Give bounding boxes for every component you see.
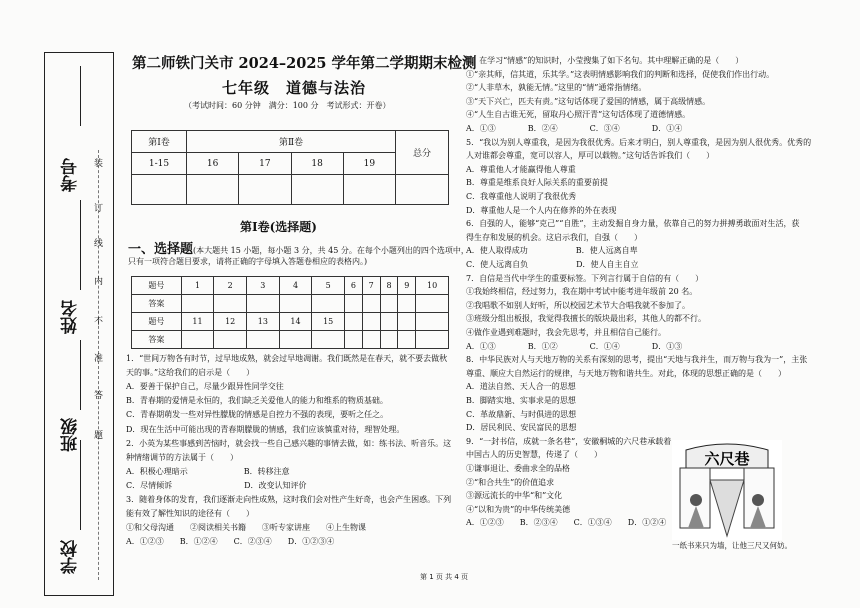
- question-line: A．积极心理暗示 B．转移注意: [126, 466, 290, 476]
- answer-header: 题号: [132, 277, 182, 295]
- answer-cell[interactable]: [247, 295, 280, 313]
- question-line: ③班级分组出板报，我觉得我擅长的版块最出彩，其他人的都不行。: [466, 314, 706, 324]
- question-line: D．居民利民、安民富民的思想: [466, 423, 577, 433]
- class-line: [80, 340, 81, 410]
- question-line: B．脚踏实地、实事求是的思想: [466, 396, 576, 405]
- question-line: ④“以和为贵”的中华传统美德: [466, 504, 571, 514]
- score-blank[interactable]: [132, 175, 187, 205]
- section-heading: 第Ⅰ卷(选择题): [240, 220, 317, 234]
- answer-cell[interactable]: [279, 331, 312, 349]
- picture-caption: 一纸书来只为墙，让他三尺又何妨。: [672, 541, 792, 550]
- exam-info: （考试时间：60 分钟 满分：100 分 考试形式：开卷）: [184, 101, 391, 110]
- answer-num: 4: [279, 277, 312, 295]
- question-line: 尊重、顺应大自然运行的规律，与天地万物和谐共生。对此，体现的思想正确的是（ ）: [466, 368, 786, 378]
- question-line: 能有效了解性知识的途径有（ ）: [126, 509, 254, 519]
- question-line: ②“和合共生”的价值追求: [466, 477, 555, 487]
- class-label: 班级: [61, 418, 81, 452]
- answer-cell[interactable]: [362, 295, 380, 313]
- question-line: D．尊重他人是一个人内在修养的外在表现: [466, 205, 617, 215]
- question-line: 种情绪调节的方法属于（ ）: [126, 452, 238, 462]
- question-line: 9．“一封书信，成就一条名巷”，安徽桐城的六尺巷承载着: [466, 436, 672, 446]
- score-cell: 19: [343, 153, 395, 175]
- answer-num: 8: [380, 277, 398, 295]
- seal-char: 不: [94, 317, 104, 327]
- question-line: 2．小英为某些事感到苦恼时，就会找一些自己感兴趣的事情去做，如：练书法、听音乐。这: [126, 438, 452, 448]
- answer-cell[interactable]: [416, 295, 449, 313]
- question-line: ②“人非草木，孰能无情。”这里的“情”通常指情绪。: [466, 83, 647, 93]
- question-line: ①我始终相信，经过努力，我在期中考试中能考进年级前 20 名。: [466, 287, 698, 297]
- section-desc: [128, 238, 469, 257]
- answer-cell[interactable]: [312, 331, 345, 349]
- question-line: ③源远流长的中华“和”文化: [466, 491, 563, 501]
- score-blank[interactable]: [291, 175, 343, 205]
- answer-num: 14: [279, 313, 312, 331]
- question-line: B．尊重是维系良好人际关系的重要前提: [466, 178, 608, 188]
- answer-cell[interactable]: [380, 295, 398, 313]
- answer-cell[interactable]: [214, 295, 247, 313]
- question-line: C．使人远离自负 D．使人自主自立: [466, 260, 639, 269]
- question-line: 3．随着身体的发育，我们逐渐走向性成熟，这时我们会对性产生好奇，也会产生困惑。下列: [126, 495, 452, 504]
- question-line: A．①②③ B．②③④ C．①③④ D．①②④: [466, 518, 667, 528]
- exam-number-label: 考号: [61, 158, 81, 192]
- question-line: B．青春期的爱情是永恒的，我们缺乏关爱他人的能力和维系的物质基础。: [126, 396, 388, 406]
- score-header-part2: 第Ⅱ卷: [187, 131, 396, 153]
- page-footer: 第 1 页 共 4 页: [420, 573, 469, 581]
- answer-empty: [398, 331, 416, 349]
- question-line: A．要善于保护自己，尽量少跟异性同学交往: [126, 382, 284, 392]
- answer-cell[interactable]: [214, 331, 247, 349]
- question-line: 8．中华民族对人与天地万物的关系有深刻的思考，提出“天地与我并生，而万物与我为一”，主张: [466, 355, 808, 365]
- question-line: A．使人取得成功 B．使人远离自卑: [466, 246, 638, 256]
- answer-cell[interactable]: [312, 295, 345, 313]
- binding-line: [80, 66, 81, 126]
- score-blank[interactable]: [343, 175, 395, 205]
- section-desc-line2: 只有一项符合题目要求，请将正确的字母填入答题卷相应的表格内。): [128, 257, 368, 266]
- answer-table: [131, 276, 449, 349]
- answer-cell[interactable]: [345, 295, 363, 313]
- answer-empty: [380, 331, 398, 349]
- answer-num: 13: [247, 313, 280, 331]
- answer-empty: [398, 313, 416, 331]
- answer-cell[interactable]: [181, 331, 214, 349]
- score-cell: 17: [239, 153, 291, 175]
- score-blank[interactable]: [396, 175, 449, 205]
- answer-num: 7: [362, 277, 380, 295]
- score-blank[interactable]: [187, 175, 239, 205]
- answer-cell[interactable]: [279, 295, 312, 313]
- answer-cell[interactable]: [247, 331, 280, 349]
- question-line: 4．在学习“情感”的知识时，小莹搜集了如下名句。其中理解正确的是（ ）: [466, 56, 744, 65]
- score-table: [131, 130, 449, 205]
- question-line: 中国古人的历史智慧，传递了（ ）: [466, 450, 602, 460]
- question-line: 得生存和发展的机会。这启示我们，自强（ ）: [466, 232, 642, 242]
- section-desc-line1: (本大题共 15 小题，每小题 3 分，共 45 分。在每个小题列出的四个选项中，: [193, 246, 469, 255]
- exam-title: 第二师铁门关市 2024–2025 学年第二学期期末检测: [132, 55, 477, 72]
- question-line: A．①③ B．②④ C．③④ D．①④: [466, 124, 683, 133]
- question-line: A．①③ B．①② C．①④ D．①③: [466, 341, 683, 351]
- answer-empty: [362, 331, 380, 349]
- seal-char: 内: [94, 277, 104, 287]
- question-line: A．①②③ B．①②④ C．②③④ D．①②③④: [126, 537, 335, 547]
- answer-empty: [345, 313, 363, 331]
- exam-subtitle: 七年级 道德与法治: [222, 79, 367, 97]
- seal-char: 订: [94, 204, 104, 214]
- answer-cell[interactable]: [398, 295, 416, 313]
- answer-num: 3: [247, 277, 280, 295]
- seal-dotted-line: [98, 150, 99, 580]
- answer-empty: [345, 331, 363, 349]
- question-line: 7．自信是当代中学生的重要标签。下列言行属于自信的有（ ）: [466, 273, 704, 283]
- school-line: [80, 440, 81, 530]
- score-cell: 16: [187, 153, 239, 175]
- score-cell: 18: [291, 153, 343, 175]
- score-cell: 1-15: [132, 153, 187, 175]
- seal-char: 题: [94, 431, 104, 441]
- six-foot-alley-picture: [672, 440, 782, 540]
- answer-label: 答案: [132, 295, 182, 313]
- question-line: C．革故鼎新、与时俱进的思想: [466, 409, 577, 419]
- answer-num: 15: [312, 313, 345, 331]
- question-line: ①“亲其师，信其道，乐其学。”这表明情感影响我们的判断和选择，促使我们作出行动。: [466, 69, 775, 79]
- answer-num: 2: [214, 277, 247, 295]
- question-line: ③“天下兴亡，匹夫有责。”这句话体现了爱国的情感，属于高级情感。: [466, 96, 711, 106]
- answer-cell[interactable]: [181, 295, 214, 313]
- answer-empty: [416, 331, 449, 349]
- answer-num: 5: [312, 277, 345, 295]
- question-line: C．我尊重他人说明了我很优秀: [466, 192, 577, 201]
- score-header-total: 总分: [396, 131, 449, 175]
- picture-banner: 六尺巷: [704, 450, 750, 468]
- question-line: 天的事。”这给我们的启示是（ ）: [126, 368, 255, 378]
- answer-header: 题号: [132, 313, 182, 331]
- question-line: A．道法自然、天人合一的思想: [466, 382, 576, 392]
- question-line: 5．“我以为别人尊重我，是因为我很优秀。后来才明白，别人尊重我，是因为别人很优秀。优秀的: [466, 137, 812, 147]
- seal-char: 准: [94, 354, 104, 364]
- question-line: ④“人生自古谁无死，留取丹心照汗青”这句话体现了道德情感。: [466, 110, 691, 120]
- answer-empty: [380, 313, 398, 331]
- question-line: A．尊重他人才能赢得他人尊重: [466, 164, 576, 174]
- seal-char: 答: [94, 391, 104, 401]
- score-blank[interactable]: [239, 175, 291, 205]
- name-label: 姓名: [61, 300, 81, 334]
- question-line: C．尽情倾诉 D．改变认知评价: [126, 480, 307, 490]
- question-line: ①谦事退让、委曲求全的品格: [466, 464, 570, 473]
- answer-num: 6: [345, 277, 363, 295]
- school-label: 学校: [61, 540, 81, 574]
- question-line: 6．自强的人，能够“克己”“自胜”，主动发掘自身力量，依靠自己的努力拼搏勇敢面对生活，获: [466, 219, 800, 229]
- question-line: C．青春期萌发一些对异性朦胧的情感是自控力不强的表现，要听之任之。: [126, 410, 389, 420]
- answer-label: 答案: [132, 331, 182, 349]
- answer-num: 11: [181, 313, 214, 331]
- seal-char: 线: [94, 239, 104, 249]
- answer-num: 1: [181, 277, 214, 295]
- question-line: ①和父母沟通 ②阅读相关书籍 ③听专家讲座 ④上生物课: [126, 523, 366, 533]
- name-line: [80, 200, 81, 290]
- question-line: D．现在生活中可能出现的青春期朦胧的情感，我们应该慎重对待，理智处理。: [126, 424, 405, 434]
- question-line: 人对谁都会尊重，宽可以容人，厚可以载物。”这句话告诉我们（ ）: [466, 151, 715, 161]
- answer-empty: [362, 313, 380, 331]
- score-header-part1: 第Ⅰ卷: [132, 131, 187, 153]
- section-title: 一、选择题: [128, 242, 194, 257]
- answer-num: 9: [398, 277, 416, 295]
- question-line: 1．“世间万物各有时节，过早地成熟，就会过早地凋谢。我们既然是在春天，就不要去做秋: [126, 354, 448, 363]
- question-line: ②我唱歌不如别人好听，所以校园艺术节大合唱我就不参加了。: [466, 300, 690, 310]
- answer-num: 12: [214, 313, 247, 331]
- seal-char: 装: [94, 159, 104, 169]
- answer-empty: [416, 313, 449, 331]
- question-line: ④做作业遇到难题时，我会先思考，并且相信自己能行。: [466, 328, 666, 337]
- answer-num: 10: [416, 277, 449, 295]
